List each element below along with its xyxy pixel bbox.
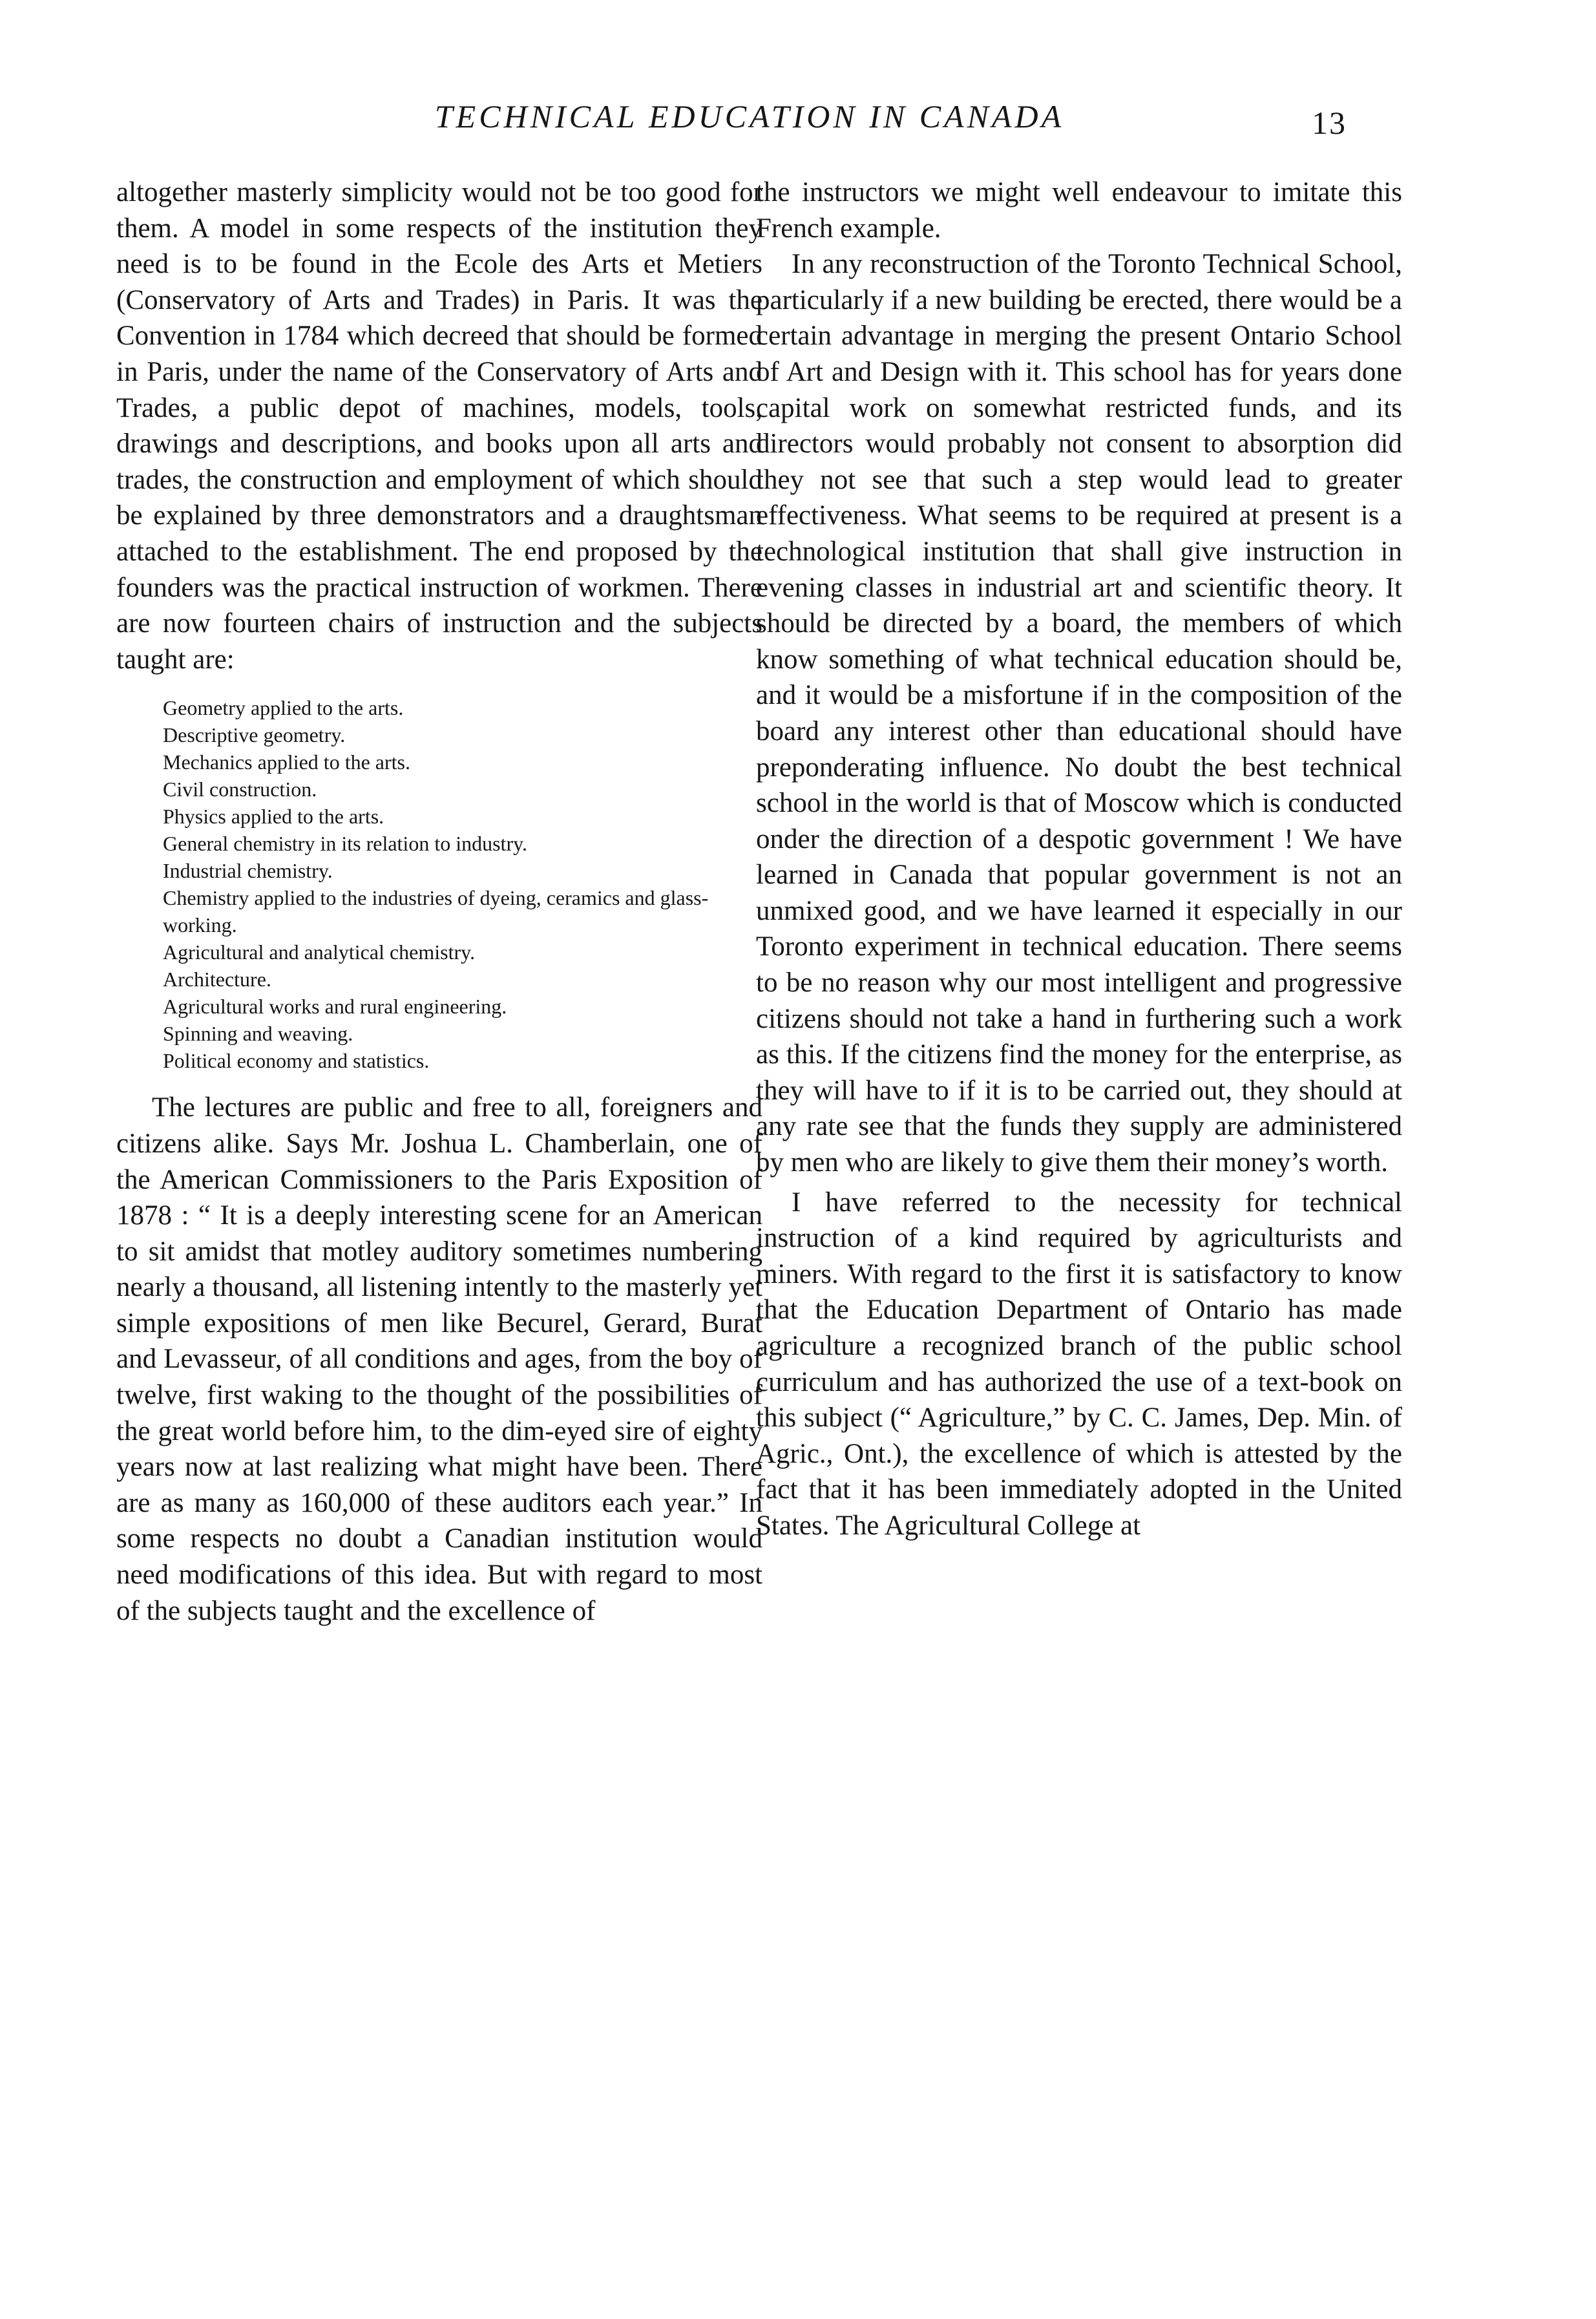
subjects-list [116,694,762,1074]
paragraph: The lectures are public and free to all, foreigners and citizens alike. Says Mr. Joshua L. Chamberlain, one of the American Commissioners to the Paris Exposition of 1878 : “ It is a deeply interesting scene for an American to sit amidst that motley auditory sometimes numbering nearly a thousand, all listening intently to the masterly yet simple expositions of men like Becurel, Gerard, Burat and Levasseur, of all conditions and ages, from the boy of twelve, first waking to the thought of the possibilities of the great world before him, to the dim-eyed sire of eighty years now at last realizing what might have been. There are as many as 160,000 of these auditors each year.” In some respects no doubt a Canadian institution would need modifications of this idea. But with regard to most of the subjects taught and the excellence of [116,1092,762,1626]
list-item: Descriptive geometry. [163,723,346,747]
paragraph: the instructors we might well endeavour to imitate this French example. [756,177,1402,244]
list-item: Spinning and weaving. [163,1022,353,1046]
running-title: TECHNICAL EDUCATION IN CANADA [434,98,1065,134]
list-item: General chemistry in its relation to industry. [163,832,528,856]
right-column [756,175,1402,1544]
list-item: Architecture. [163,968,271,991]
list-item: Chemistry applied to the industries of dyeing, ceramics and glass-working. [163,886,709,937]
list-item: Agricultural and analytical chemistry. [163,940,476,964]
list-item: Industrial chemistry. [163,859,333,883]
list-item: Mechanics applied to the arts. [163,750,410,774]
paragraph: I have referred to the necessity for technical instruction of a kind required by agriculturists and miners. With regard to the first it is satisfactory to know that the Education Department of Ontario has made agriculture a recognized branch of the public school curriculum and has authorized the use of a text-book on this subject (“ Agriculture,” by C. C. James, Dep. Min. of Agric., Ont.), the excellence of which is attested by the fact that it has been immediately adopted in the United States. The Agricultural College at [756,1187,1402,1541]
list-item: Agricultural works and rural engineering. [163,995,507,1019]
list-item: Civil construction. [163,778,317,801]
page-number: 13 [1312,105,1347,141]
list-item: Political economy and statistics. [163,1049,430,1073]
paragraph: In any reconstruction of the Toronto Technical School, particularly if a new building be erected, there would be a certain advantage in merging the present Ontario School of Art and Design with it. This school has for years done capital work on somewhat restricted funds, and its directors would probably not consent to absorption did they not see that such a step would lead to greater effectiveness. What seems to be required at present is a technological institution that shall give instruction in evening classes in industrial art and scientific theory. It should be directed by a board, the members of which know something of what technical education should be, and it would be a misfortune if in the composition of the board any interest other than educational should have preponderating influence. No doubt the best technical school in the world is that of Moscow which is conducted onder the direction of a despotic government ! We have learned in Canada that popular government is not an unmixed good, and we have learned it especially in our Toronto experiment in technical education. There seems to be no reason why our most intelligent and progressive citizens should not take a hand in furthering such a work as this. If the citizens find the money for the enterprise, as they will have to if it is to be carried out, they should at any rate see that the funds they supply are administered by men who are likely to give them their money’s worth. [756,249,1402,1178]
paragraph: altogether masterly simplicity would not be too good for them. A model in some respects of the institution they need is to be found in the Ecole des Arts et Metiers (Conservatory of Arts and Trades) in Paris. It was the Convention in 1784 which decreed that should be formed in Paris, under the name of the Conservatory of Arts and Trades, a public depot of machines, models, tools, drawings and descriptions, and books upon all arts and trades, the construction and employment of which should be explained by three demonstrators and a draughtsman attached to the establishment. The end proposed by the founders was the practical instruction of workmen. There are now fourteen chairs of instruction and the subjects taught are: [116,177,762,675]
list-item: Physics applied to the arts. [163,805,384,829]
left-column [116,175,762,1629]
list-item: Geometry applied to the arts. [163,696,404,720]
